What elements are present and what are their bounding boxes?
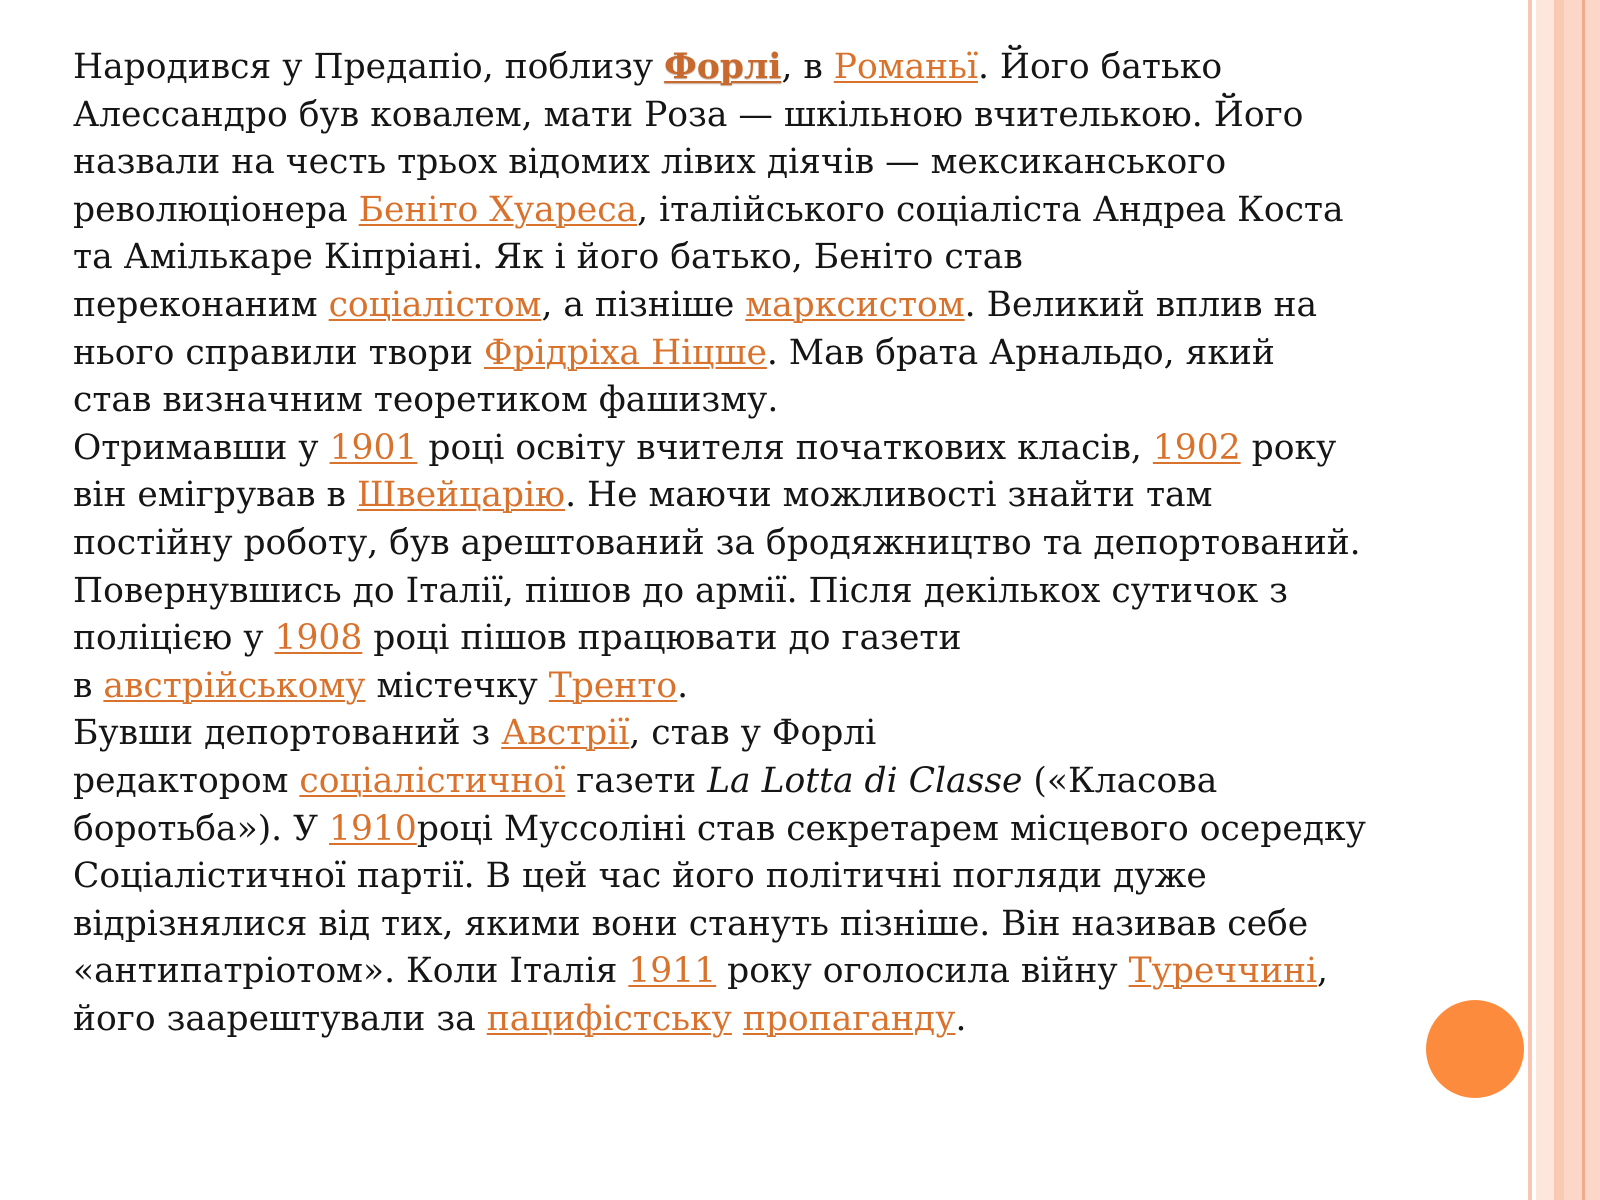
text-run: переконаним [73,284,329,325]
text-run: газети [565,760,708,801]
link-year-1911[interactable]: 1911 [628,951,717,992]
text-run: . Не маючи можливості знайти там [565,475,1213,516]
link-pacifist[interactable]: пацифістську [486,998,732,1039]
text-line [73,758,1493,806]
text-line [73,568,1493,616]
text-run: . [677,665,689,706]
link-switzerland[interactable]: Швейцарію [356,475,566,516]
text-line [73,806,1493,854]
newspaper-title: La Lotta di Classe [707,760,1023,801]
text-run: революціонера [73,189,359,230]
link-austria[interactable]: Австрії [501,713,630,754]
text-line [73,520,1493,568]
text-line [73,853,1493,901]
text-line [73,234,1493,282]
text-run: року оголосила війну [716,951,1129,992]
text-line [73,139,1493,187]
text-run: та Амількаре Кіпріані. Як і його батько, Беніто став [73,237,1023,278]
text-run: Повернувшись до Італії, пішов до армії. Після декількох сутичок з [73,570,1288,611]
text-run: Алессандро був ковалем, мати Роза — шкільною вчителькою. Його [73,94,1304,135]
text-line [73,330,1493,378]
text-run: , а пізніше [541,284,746,325]
text-run: поліцією у [73,618,275,659]
link-socialist[interactable]: соціалістом [328,284,542,325]
text-run: («Класова [1022,760,1218,801]
text-run: став визначним теоретиком фашизму. [73,380,779,421]
text-line [73,377,1493,425]
decorative-stripe [1554,0,1564,1200]
text-run: Народився у Предапіо, поблизу [73,47,665,87]
decorative-stripe [1582,0,1585,1200]
text-run: . Його батько [977,47,1223,87]
decorative-stripe [1528,0,1532,1200]
text-run: Соціалістичної партії. В цей час його політичні погляди дуже [73,856,1207,897]
text-run: . Великий вплив на [964,284,1318,325]
text-run: році освіту вчителя початкових класів, [417,427,1153,468]
text-run: відрізнялися від тих, якими вони стануть пізніше. Він називав себе [73,903,1309,944]
text-run: . Мав брата Арнальдо, який [766,332,1275,373]
link-year-1908[interactable]: 1908 [274,618,363,659]
text-run: . [955,998,967,1039]
link-trento[interactable]: Тренто [548,665,678,706]
text-run: він емігрував в [73,475,357,516]
text-run: в [73,665,104,706]
text-run: Бувши депортований з [73,713,502,754]
link-austrian[interactable]: австрійському [103,665,366,706]
text-line [73,282,1493,330]
link-socialist-newspaper[interactable]: соціалістичної [299,760,566,801]
text-run: назвали на честь трьох відомих лівих діячів — мексиканського [73,142,1227,183]
text-run: , італійського соціаліста Андреа Коста [637,189,1344,230]
text-line [73,44,1493,92]
text-line [73,996,1493,1044]
text-line [73,187,1493,235]
text-run: Отримавши у [73,427,330,468]
text-run: , став у Форлі [629,713,877,754]
text-run: постійну роботу, був арештований за бродяжництво та депортований. [73,522,1361,563]
link-friedrich-nietzsche[interactable]: Фрідріха Ніцше [483,332,767,373]
text-run: боротьба»). У [73,808,330,849]
text-line [73,710,1493,758]
text-run: його заарештували за [73,998,487,1039]
link-year-1902[interactable]: 1902 [1152,427,1241,468]
link-propaganda[interactable]: пропаганду [742,998,956,1039]
link-marxist[interactable]: марксистом [745,284,965,325]
slide-body-text [73,44,1493,1043]
text-run: редактором [73,760,300,801]
text-run: році пішов працювати до газети [362,618,962,659]
link-turkey[interactable]: Туреччині [1128,951,1318,992]
text-line [73,472,1493,520]
text-run: році Муссоліні став секретарем місцевого осередку [416,808,1366,849]
link-forli[interactable]: Форлі [664,47,782,87]
link-year-1910[interactable]: 1910 [329,808,417,849]
text-run: містечку [365,665,549,706]
decorative-stripe [1536,0,1554,1200]
text-run: року [1240,427,1337,468]
text-line [73,425,1493,473]
text-run [732,999,743,1039]
text-line [73,615,1493,663]
text-line [73,92,1493,140]
text-run: нього справили твори [73,332,484,373]
link-romagna[interactable]: Романьї [833,47,978,87]
text-line [73,948,1493,996]
link-year-1901[interactable]: 1901 [329,427,418,468]
text-run: , в [781,47,834,87]
text-run: , [1317,951,1329,992]
text-run: «антипатріотом». Коли Італія [73,951,629,992]
link-benito-juarez[interactable]: Беніто Хуареса [358,189,638,230]
text-line [73,901,1493,949]
text-line [73,663,1493,711]
